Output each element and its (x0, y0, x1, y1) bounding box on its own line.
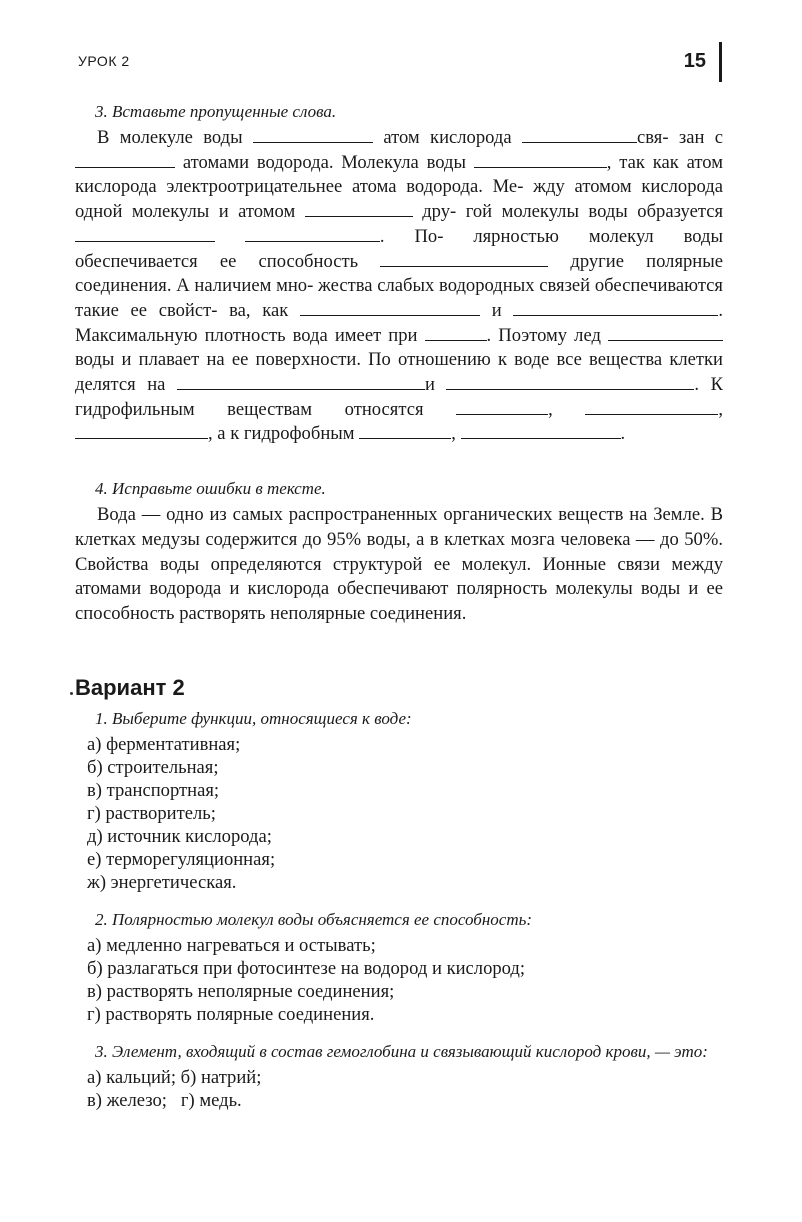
blank[interactable] (245, 226, 380, 242)
blank[interactable] (461, 423, 621, 439)
blank[interactable] (300, 300, 480, 316)
blank[interactable] (253, 127, 373, 143)
blank[interactable] (359, 423, 451, 439)
blank[interactable] (513, 300, 718, 316)
page-header (78, 50, 726, 84)
page-content (75, 100, 723, 1112)
task4-title: 4. Исправьте ошибки в тексте. (95, 479, 326, 499)
q2-option[interactable]: в) растворять неполярные соединения; (87, 980, 395, 1002)
q1-option[interactable]: ж) энергетическая. (87, 871, 237, 893)
q1-option[interactable]: а) ферментативная; (87, 733, 241, 755)
task3-title: 3. Вставьте пропущенные слова. (95, 102, 337, 121)
blank[interactable] (446, 374, 694, 390)
blank[interactable] (305, 201, 413, 217)
page-number: 15 (683, 50, 706, 72)
q1-option[interactable]: д) источник кислорода; (87, 825, 272, 847)
q1-option[interactable]: е) терморегуляционная; (87, 848, 276, 870)
blank[interactable] (522, 127, 637, 143)
lesson-label: УРОК 2 (78, 53, 130, 69)
q1-title: 1. Выберите функции, относящиеся к воде: (95, 708, 412, 728)
q1-option[interactable]: в) транспортная; (87, 779, 220, 801)
q2-option[interactable]: б) разлагаться при фотосинтезе на водород и кислород; (87, 957, 526, 979)
task3-paragraph: В молекуле воды атом кислорода свя- зан с атомами водорода. Молекула воды , так как атом кислорода электроотрицательнее атома водорода. Ме- жду атомом кислорода одной молекулы и атомом дру- гой молекулы воды образуется . По- лярностью молекул воды обеспечивается ее способность другие полярные соединения. А наличием мно- жества слабых водородных связей обеспечиваются такие ее свойст- ва, как и . Максимальную плотность вода имеет при . Поэтому лед воды и плавает на ее поверхности. По отношению к воде все вещества клетки делятся на и . К гидрофильным веществам относятся , , , а к гидрофобным , . (75, 127, 724, 445)
blank[interactable] (608, 325, 723, 341)
variant-heading: Вариант 2 (75, 674, 185, 700)
q2-option[interactable]: а) медленно нагреваться и остывать; (87, 934, 376, 956)
blank[interactable] (75, 423, 208, 439)
blank[interactable] (456, 399, 548, 415)
q3-option[interactable]: в) железо; г) медь. (87, 1089, 242, 1111)
q3-title: 3. Элемент, входящий в состав гемоглобина и связывающий кислород крови, — это: (95, 1041, 708, 1061)
q1-option[interactable]: б) строительная; (87, 756, 219, 778)
q2-title: 2. Полярностью молекул воды объясняется ее способность: (95, 909, 532, 929)
q3-option[interactable]: а) кальций; б) натрий; (87, 1066, 262, 1088)
blank[interactable] (380, 251, 548, 267)
blank[interactable] (425, 325, 487, 341)
task4-paragraph: Вода — одно из самых распространенных органических веществ на Земле. В клетках медузы содержится до 95% воды, а в клетках мозга человека — до 50%. Свойства воды определяются структурой ее молекул. Ионные связи между атомами водорода и кислорода обеспечивают полярность молекулы воды и ее способность растворять неполярные соединения. (75, 504, 723, 624)
blank[interactable] (585, 399, 718, 415)
blank[interactable] (75, 226, 215, 242)
blank[interactable] (474, 152, 607, 168)
q1-option[interactable]: г) растворитель; (87, 802, 216, 824)
q2-option[interactable]: г) растворять полярные соединения. (87, 1003, 375, 1025)
blank[interactable] (75, 152, 175, 168)
blank[interactable] (177, 374, 425, 390)
page-edge-bar (719, 42, 722, 82)
scan-speck (70, 692, 73, 695)
